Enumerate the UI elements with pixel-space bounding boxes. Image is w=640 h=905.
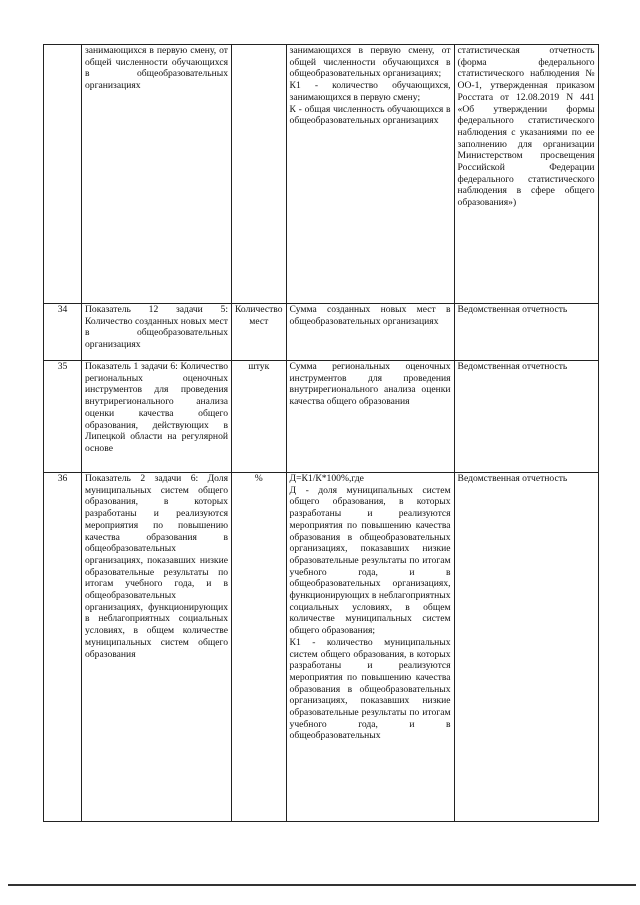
row-number: 35 [44, 361, 82, 473]
data-source: статистическая отчетность (форма федерального статистического наблюдения № ОО-1, утвержденная приказом Росстата от 12.08.2019 N 441 «Об утверждении формы федерального статистического наблюдения с указаниями по ее заполнению для организации Министерством просвещения Российской Федерации федерального статистического наблюдения в сфере общего образования») [454, 45, 598, 304]
page-bottom-rule [8, 884, 636, 886]
row-number: 34 [44, 304, 82, 361]
indicator-table [43, 44, 599, 822]
data-source: Ведомственная отчетность [454, 473, 598, 822]
unit-of-measure: % [232, 473, 287, 822]
unit-of-measure [232, 45, 287, 304]
table-row [44, 361, 599, 473]
data-source: Ведомственная отчетность [454, 361, 598, 473]
indicator-name: Показатель 12 задачи 5: Количество созданных новых мест в общеобразовательных организациях [82, 304, 232, 361]
unit-of-measure: штук [232, 361, 287, 473]
table-row [44, 45, 599, 304]
indicator-name: занимающихся в первую смену, от общей численности обучающихся в общеобразовательных организациях [82, 45, 232, 304]
row-number: 36 [44, 473, 82, 822]
indicator-name: Показатель 1 задачи 6: Количество региональных оценочных инструментов для проведения внутрирегионального анализа оценки качества общего образования, действующих в Липецкой области на регулярной основе [82, 361, 232, 473]
indicator-name: Показатель 2 задачи 6: Доля муниципальных систем общего образования, в которых разработаны и реализуются мероприятия по повышению качества образования в общеобразовательных организациях, показавших низкие образовательные результаты по итогам учебного года, и в общеобразовательных организациях, функционирующих в неблагоприятных социальных условиях, в общем количестве муниципальных систем общего образования [82, 473, 232, 822]
data-source: Ведомственная отчетность [454, 304, 598, 361]
calculation-method: Сумма региональных оценочных инструментов для проведения внутрирегионального анализа оценки качества общего образования [286, 361, 454, 473]
calculation-method: Д=К1/К*100%,где Д - доля муниципальных систем общего образования, в которых разработаны и реализуются мероприятия по повышению качества образования в общеобразовательных организациях, показавших низкие образовательные результаты по итогам учебного года, и в общеобразовательных организациях, функционирующих в неблагоприятных социальных условиях, в общем количестве муниципальных систем общего образования; К1 - количество муниципальных систем общего образования, в которых разработаны и реализуются мероприятия по повышению качества образования в общеобразовательных организациях, показавших низкие образовательные результаты по итогам учебного года, и в общеобразовательных [286, 473, 454, 822]
table-row [44, 473, 599, 822]
calculation-method: Сумма созданных новых мест в общеобразовательных организациях [286, 304, 454, 361]
unit-of-measure: Количество мест [232, 304, 287, 361]
calculation-method: занимающихся в первую смену, от общей численности обучающихся в общеобразовательных организациях; К1 - количество обучающихся, занимающихся в первую смену; К - общая численность обучающихся в общеобразовательных организациях [286, 45, 454, 304]
table-row [44, 304, 599, 361]
row-number [44, 45, 82, 304]
